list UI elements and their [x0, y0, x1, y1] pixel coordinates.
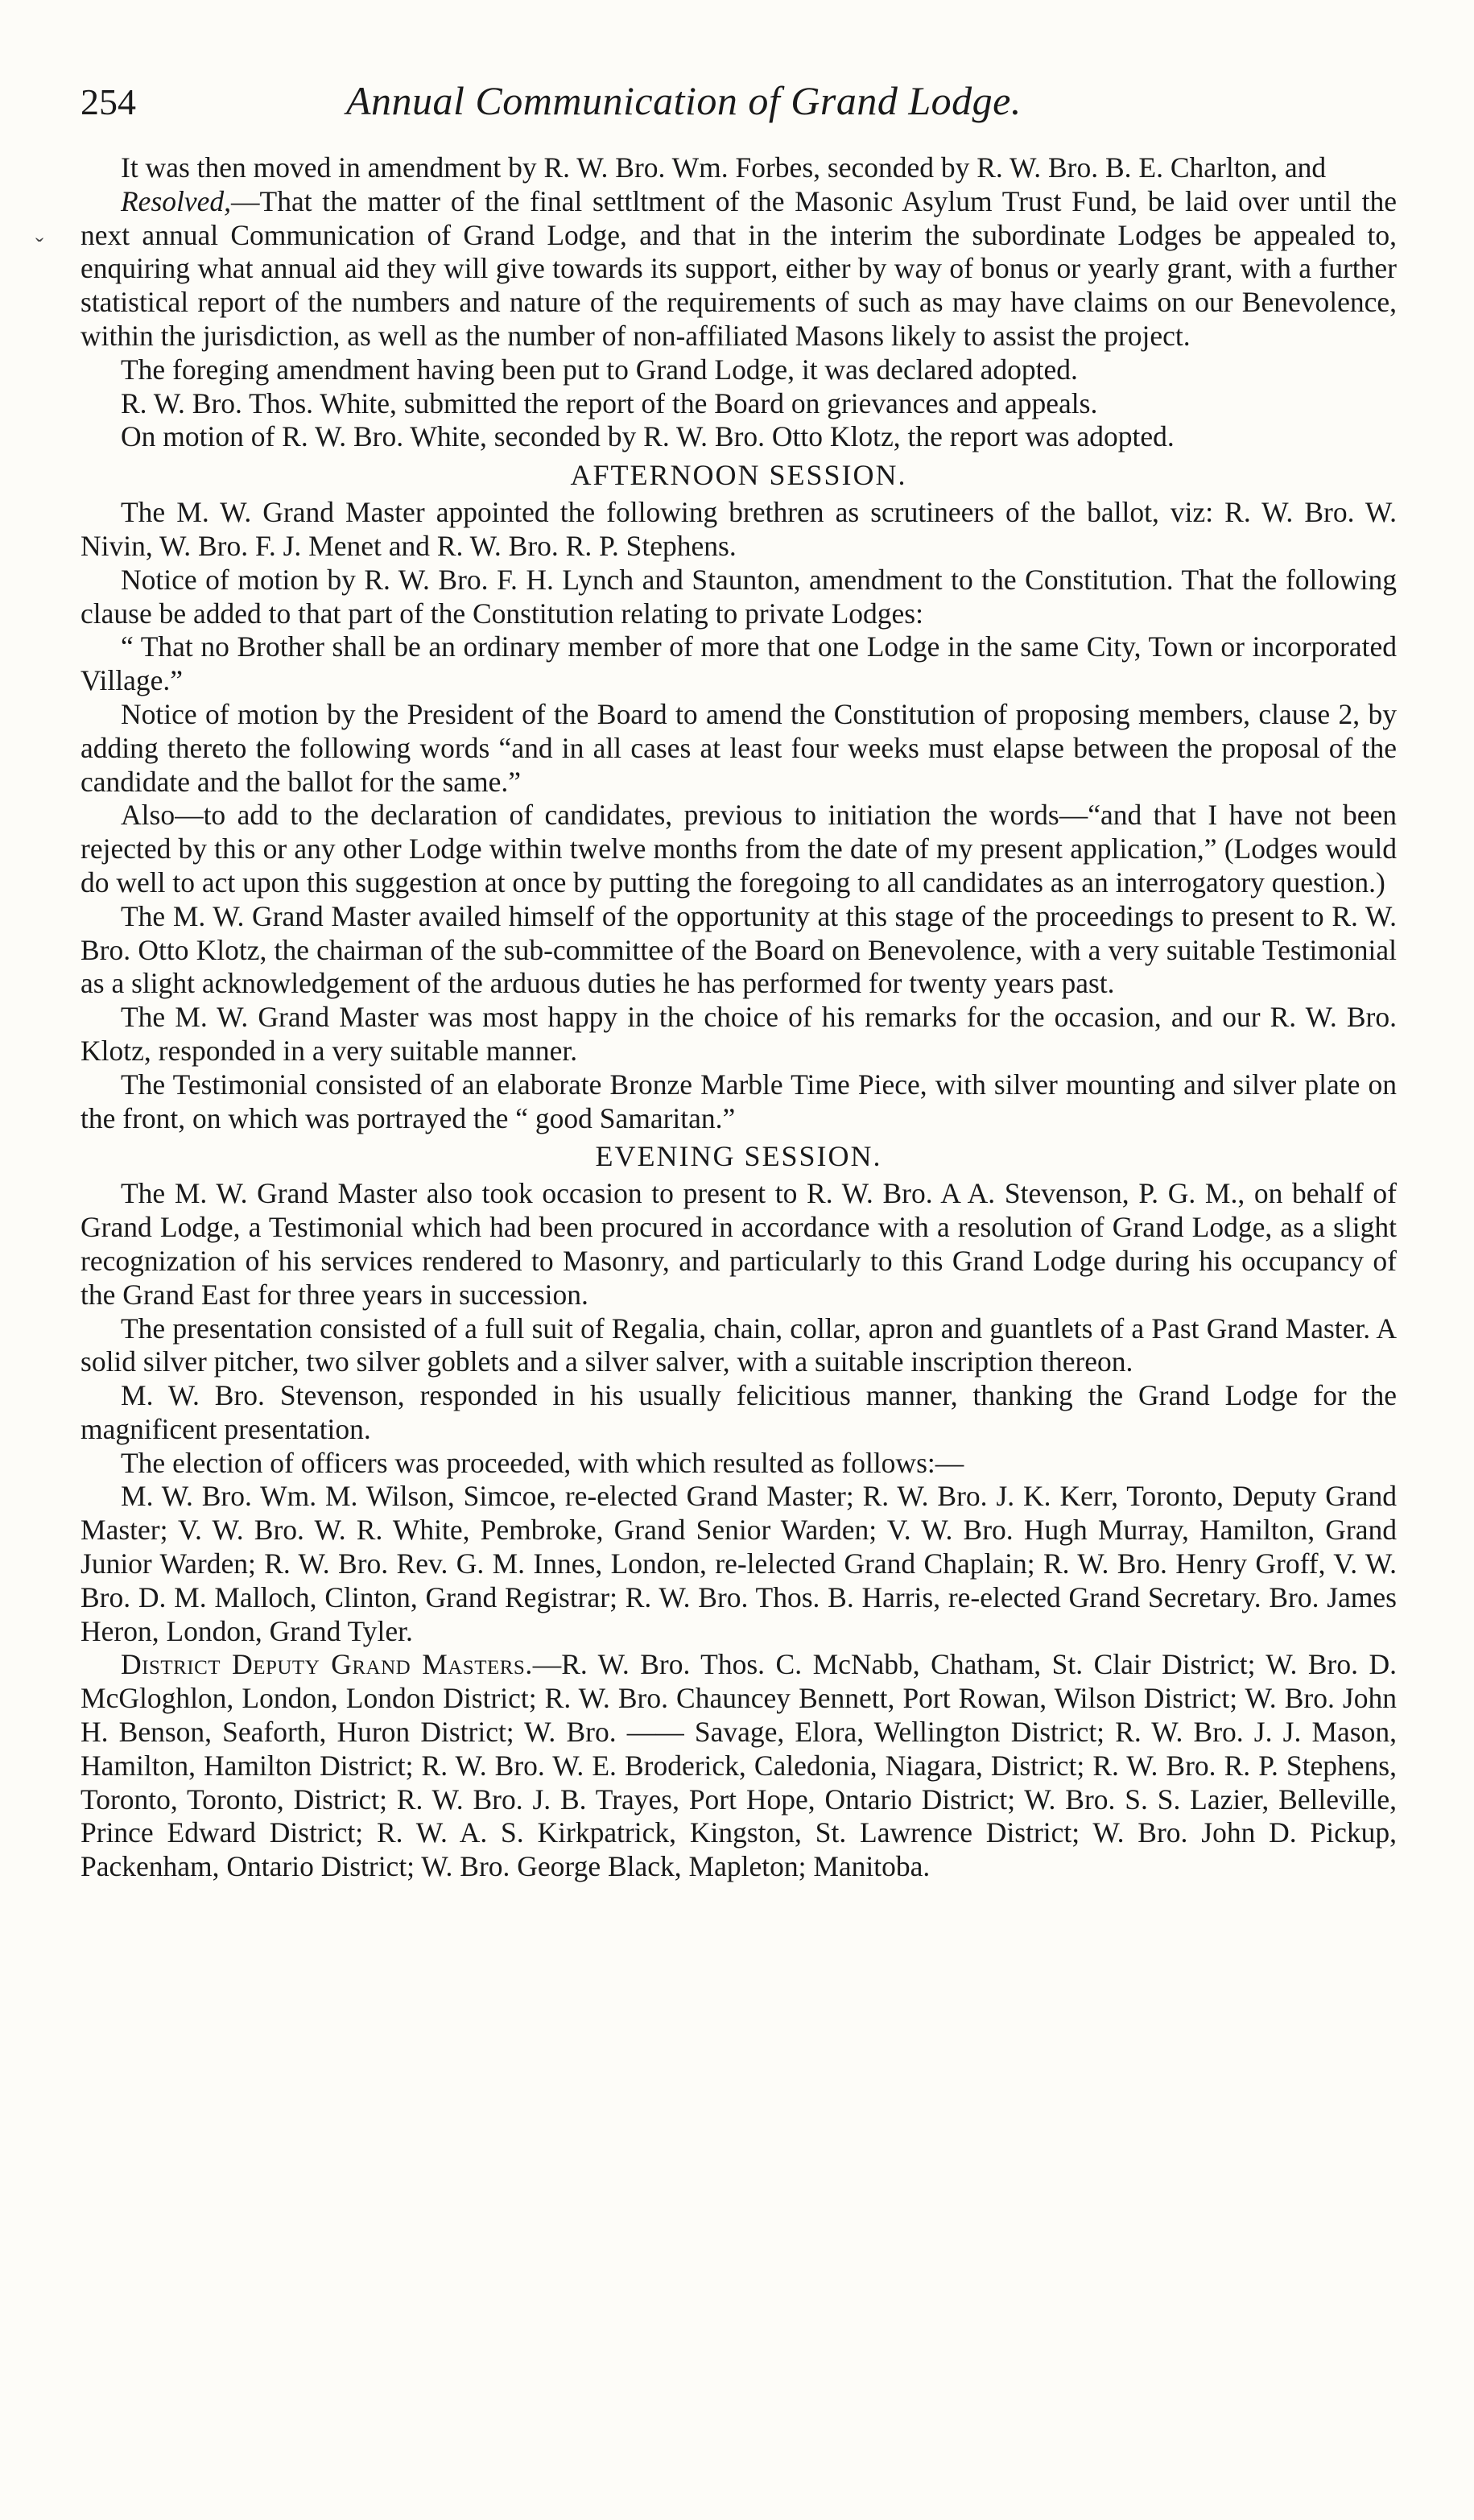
paragraph: The Testimonial consisted of an elaborate Bronze Marble Time Piece, with silver mounting and silver plate on the front, on which was portrayed the “ good Samaritan.”	[81, 1068, 1397, 1134]
paragraph: The election of officers was proceeded, with which resulted as follows:—	[121, 1446, 964, 1479]
body-text	[81, 151, 1397, 1884]
paragraph: The M. W. Grand Master was most happy in the choice of his remarks for the occasion, and our R. W. Bro. Klotz, responded in a very suitable manner.	[81, 1001, 1397, 1067]
paragraph: M. W. Bro. Wm. M. Wilson, Simcoe, re-elected Grand Master; R. W. Bro. J. K. Kerr, Toronto, Deputy Grand Master; V. W. Bro. W. R. White, Pembroke, Grand Senior Warden; V. W. Bro. Hugh Murray, Hamilton, Grand Junior Warden; R. W. Bro. Rev. G. M. Innes, London, re-lelected Grand Chaplain; R. W. Bro. Henry Groff, V. W. Bro. D. M. Malloch, Clinton, Grand Registrar; R. W. Bro. Thos. B. Harris, re-elected Grand Secretary. Bro. James Heron, London, Grand Tyler.	[81, 1480, 1397, 1647]
paragraph: Notice of motion by the President of the Board to amend the Constitution of proposing members, clause 2, by adding thereto the following words “and in all cases at least four weeks must elapse between the proposal of the candidate and the ballot for the same.”	[81, 697, 1397, 798]
margin-mark: ˇ	[35, 233, 43, 260]
running-head	[81, 77, 1397, 140]
paragraph: The presentation consisted of a full suit of Regalia, chain, collar, apron and guantlets of a Past Grand Master. A solid silver pitcher, two silver goblets and a silver salver, with a suitable inscription thereon.	[81, 1312, 1397, 1378]
paragraph: The foreging amendment having been put to Grand Lodge, it was declared adopted.	[121, 353, 1078, 386]
paragraph: M. W. Bro. Stevenson, responded in his usually felicitious manner, thanking the Grand Lodge for the magnificent presentation.	[81, 1379, 1397, 1445]
paragraph: It was then moved in amendment by R. W. Bro. Wm. Forbes, seconded by R. W. Bro. B. E. Charlton, and	[121, 151, 1327, 184]
paragraph	[81, 1648, 1397, 1884]
paragraph: “ That no Brother shall be an ordinary member of more that one Lodge in the same City, Town or incorporated Village.”	[81, 630, 1397, 697]
paragraph: The M. W. Grand Master availed himself of the opportunity at this stage of the proceedings to present to R. W. Bro. Otto Klotz, the chairman of the sub-committee of the Board on Benevolence, with a very suitable Testimonial as a slight acknowledgement of the arduous duties he has performed for twenty years past.	[81, 899, 1397, 1000]
paragraph: The M. W. Grand Master appointed the following brethren as scrutineers of the ballot, viz: R. W. Bro. W. Nivin, W. Bro. F. J. Menet and R. W. Bro. R. P. Stephens.	[81, 496, 1397, 562]
section-heading-evening: EVENING SESSION.	[595, 1140, 882, 1173]
page-number: 254	[81, 81, 136, 122]
section-heading-afternoon: AFTERNOON SESSION.	[570, 459, 907, 492]
paragraph: On motion of R. W. Bro. White, seconded by R. W. Bro. Otto Klotz, the report was adopted.	[121, 420, 1175, 453]
paragraph: R. W. Bro. Thos. White, submitted the report of the Board on grievances and appeals.	[121, 386, 1098, 419]
paragraph: Also—to add to the declaration of candidates, previous to initiation the words—“and that I have not been rejected by this or any other Lodge within twelve months from the date of my present application,” (Lodges would do well to act upon this suggestion at once by putting the foregoing to all candidates as an interrogatory question.)	[81, 799, 1397, 899]
paragraph: Notice of motion by R. W. Bro. F. H. Lynch and Staunton, amendment to the Constitution. That the following clause be added to that part of the Constitution relating to private Lodges:	[81, 563, 1397, 630]
paragraph: The M. W. Grand Master also took occasion to present to R. W. Bro. A A. Stevenson, P. G. M., on behalf of Grand Lodge, a Testimonial which had been procured in accordance with a resolution of Grand Lodge, as a slight recognization of his services rendered to Masonry, and particularly to this Grand Lodge during his occupancy of the Grand East for three years in succession.	[81, 1177, 1397, 1311]
running-title: Annual Communication of Grand Lodge.	[346, 78, 1022, 123]
resolved-lead: Resolved,	[121, 184, 232, 217]
paragraph	[81, 185, 1397, 353]
district-text: —R. W. Bro. Thos. C. McNabb, Chatham, St. Clair District; W. Bro. D. McGloghlon, London, London District; R. W. Bro. Chauncey Bennett, Port Rowan, Wilson District; W. Bro. John H. Benson, Seaforth, Huron District; W. Bro. —— Savage, Elora, Wellington District; R. W. Bro. J. J. Mason, Hamilton, Hamilton District; R. W. Bro. W. E. Broderick, Caledonia, Niagara, District; R. W. Bro. R. P. Stephens, Toronto, Toronto, District; R. W. Bro. J. B. Trayes, Port Hope, Ontario District; W. Bro. S. S. Lazier, Belleville, Prince Edward District; R. W. A. S. Kirkpatrick, Kingston, St. Lawrence District; W. Bro. John D. Pickup, Packenham, Ontario District; W. Bro. George Black, Mapleton; Manitoba.	[81, 1648, 1397, 1883]
resolved-text: —That the matter of the final settltment of the Masonic Asylum Trust Fund, be laid over until the next annual Communication of Grand Lodge, and that in the interim the subordinate Lodges be appealed to, enquiring what annual aid they will give towards its support, either by way of bonus or yearly grant, with a further statistical report of the numbers and nature of the requirements of such as may have claims on our Benevolence, within the jurisdiction, as well as the number of non-affiliated Masons likely to assist the project.	[81, 184, 1397, 352]
district-heading: District Deputy Grand Masters.	[121, 1648, 533, 1681]
